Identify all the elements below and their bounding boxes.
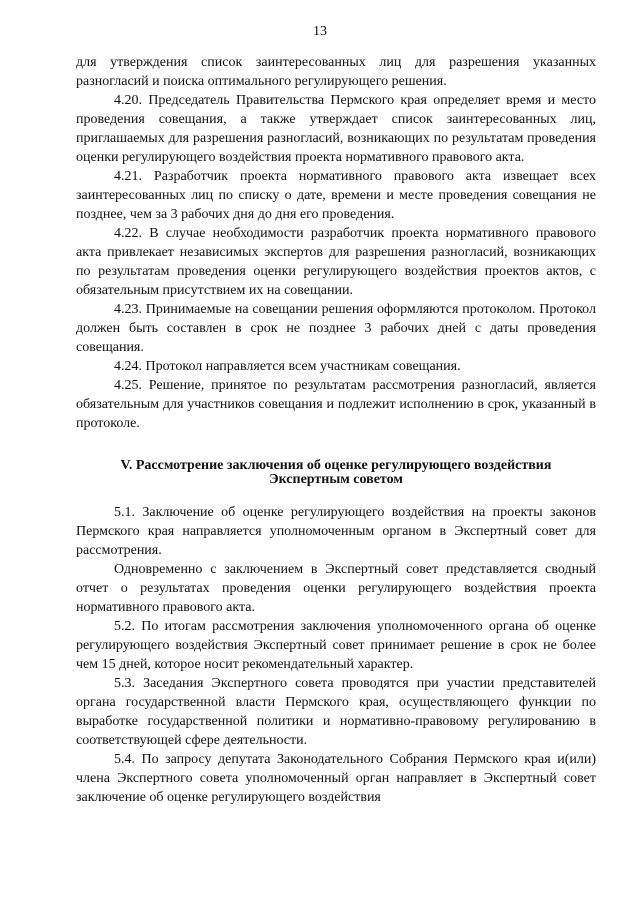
paragraph-5-1-addendum: Одновременно с заключением в Экспертный совет представляется сводный отчет о результатах проведения оценки регулирующего воздействия проекта нормативного правового акта.	[76, 562, 596, 615]
paragraph-4-25: 4.25. Решение, принятое по результатам рассмотрения разногласий, является обязательным для участников совещания и подлежит исполнению в срок, указанный в протоколе.	[76, 378, 596, 431]
paragraph-4-21: 4.21. Разработчик проекта нормативного правового акта извещает всех заинтересованных лиц по списку о дате, времени и месте проведения совещания не позднее, чем за 3 рабочих дня до дня его проведения.	[76, 169, 596, 222]
paragraph-4-23: 4.23. Принимаемые на совещании решения оформляются протоколом. Протокол должен быть составлен в срок не позднее 3 рабочих дней с даты проведения совещания.	[76, 302, 596, 355]
section-heading-line-2: Экспертным советом	[269, 472, 403, 487]
paragraph-4-24: 4.24. Протокол направляется всем участникам совещания.	[114, 359, 461, 374]
paragraph-5-2: 5.2. По итогам рассмотрения заключения уполномоченного органа об оценке регулирующего воздействия Экспертный совет принимает решение в срок не более чем 15 дней, которое носит рекомендательный характер.	[76, 619, 596, 672]
section-heading	[76, 459, 596, 487]
section-heading-line-1: V. Рассмотрение заключения об оценке регулирующего воздействия	[120, 458, 552, 473]
paragraph-5-4: 5.4. По запросу депутата Законодательного Собрания Пермского края и(или) члена Экспертного совета уполномоченный орган направляет в Экспертный совет заключение об оценке регулирующего воздействия	[76, 752, 596, 805]
paragraph-5-1: 5.1. Заключение об оценке регулирующего воздействия на проекты законов Пермского края направляется уполномоченным органом в Экспертный совет для рассмотрения.	[76, 505, 596, 558]
paragraph-4-22: 4.22. В случае необходимости разработчик проекта нормативного правового акта привлекает независимых экспертов для разрешения разногласий, возникающих по результатам проведения оценки регулирующего воздействия проектов актов, с обязательным присутствием их на совещании.	[76, 226, 596, 298]
page-number: 13	[313, 24, 327, 39]
document-body	[76, 53, 596, 807]
paragraph-continuation: для утверждения список заинтересованных лиц для разрешения указанных разногласий и поиска оптимального регулирующего решения.	[76, 55, 596, 89]
paragraph-5-3: 5.3. Заседания Экспертного совета проводятся при участии представителей органа государственной власти Пермского края, осуществляющего функции по выработке государственной политики и нормативно-правовому регулированию в соответствующей сфере деятельности.	[76, 676, 596, 748]
paragraph-4-20: 4.20. Председатель Правительства Пермского края определяет время и место проведения совещания, а также утверждает список заинтересованных лиц, приглашаемых для разрешения разногласий, возникающих по результатам проведения оценки регулирующего воздействия проекта нормативного правового акта.	[76, 93, 596, 165]
